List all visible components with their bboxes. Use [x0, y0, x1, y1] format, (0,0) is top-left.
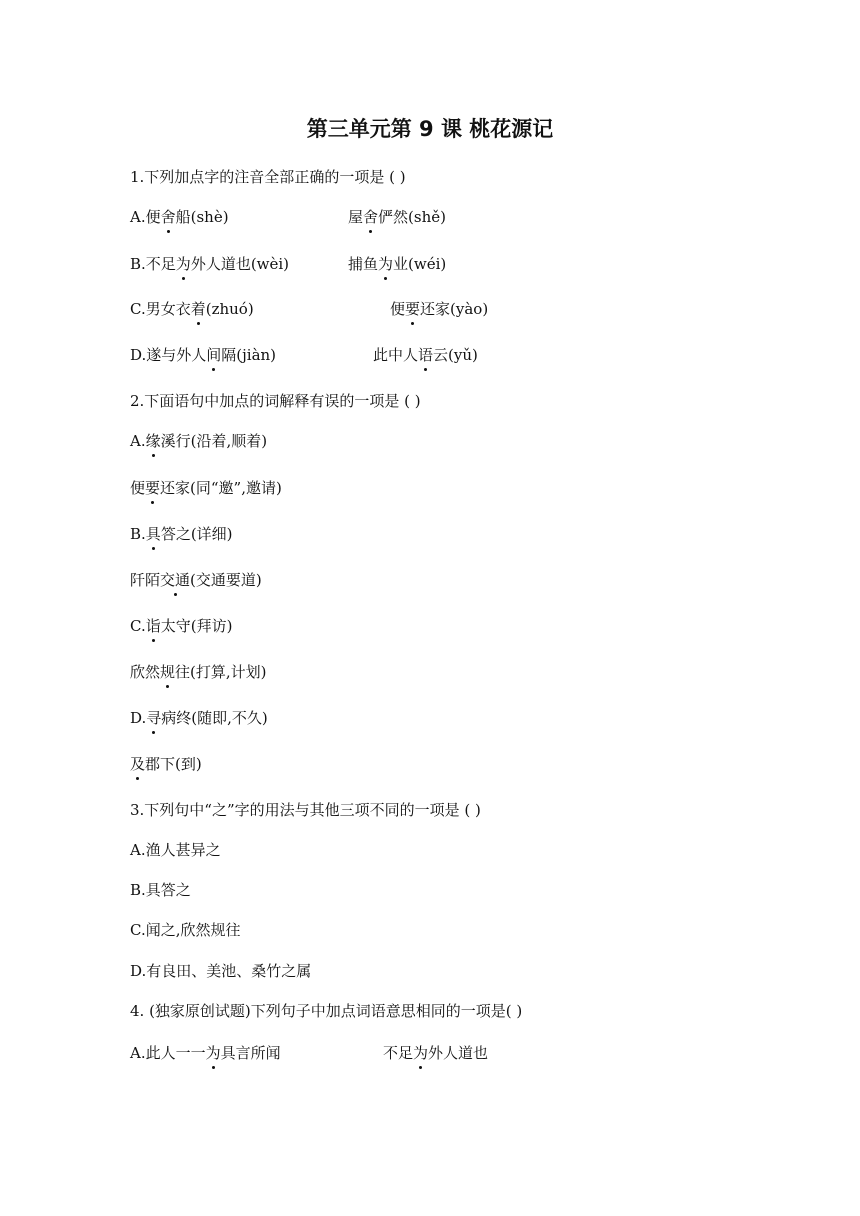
q2-line: 便要还家(同“邀”,邀请): [130, 479, 282, 497]
q2-line: 阡陌交通(交通要道): [130, 571, 262, 589]
q3-option-d: D.有良田、美池、桑竹之属: [130, 962, 312, 980]
q2-line: B.具答之(详细): [130, 525, 233, 543]
dotted-char: 间: [206, 346, 222, 364]
q1-d-left: D.遂与外人间隔(jiàn): [130, 346, 277, 364]
q2-line: C.诣太守(拜访): [130, 617, 233, 635]
dotted-char: 具: [145, 525, 161, 543]
dotted-char: 着: [190, 300, 206, 318]
question-2-stem: 2.下面语句中加点的词解释有误的一项是 ( ): [130, 392, 421, 410]
q4-a-left: A.此人一一为具言所闻: [130, 1044, 281, 1062]
q1-c-left: C.男女衣着(zhuó): [130, 300, 254, 318]
dotted-char: 为: [378, 255, 394, 273]
dotted-char: 舍: [363, 208, 379, 226]
dotted-char: 规: [160, 663, 176, 681]
dotted-char: 要: [405, 300, 421, 318]
q3-option-a: A.渔人甚异之: [130, 841, 221, 859]
q1-d-right: 此中人语云(yǔ): [373, 346, 478, 364]
q1-a-left: A.便舍船(shè): [130, 208, 229, 226]
q2-line: 及郡下(到): [130, 755, 202, 773]
dotted-char: 寻: [146, 709, 162, 727]
page-title: 第三单元第 9 课 桃花源记: [306, 117, 554, 141]
dotted-char: 为: [175, 255, 191, 273]
q2-line: A.缘溪行(沿着,顺着): [130, 432, 268, 450]
dotted-char: 缘: [145, 432, 161, 450]
dotted-char: 交通: [160, 571, 191, 589]
dotted-char: 及: [130, 755, 146, 773]
question-3-stem: 3.下列句中“之”字的用法与其他三项不同的一项是 ( ): [130, 801, 481, 819]
dotted-char: 诣: [145, 617, 161, 635]
q1-b-right: 捕鱼为业(wéi): [348, 255, 447, 273]
q1-b-left: B.不足为外人道也(wèi): [130, 255, 290, 273]
question-1-stem: 1.下列加点字的注音全部正确的一项是 ( ): [130, 168, 406, 186]
question-4-stem: 4. (独家原创试题)下列句子中加点词语意思相同的一项是( ): [130, 1002, 523, 1020]
q2-line: D.寻病终(随即,不久): [130, 709, 268, 727]
q3-option-b: B.具答之: [130, 881, 191, 899]
dotted-char: 要: [145, 479, 161, 497]
dotted-char: 舍: [160, 208, 176, 226]
q4-a-right: 不足为外人道也: [383, 1044, 489, 1062]
q2-line: 欣然规往(打算,计划): [130, 663, 267, 681]
q3-option-c: C.闻之,欣然规往: [130, 921, 241, 939]
dotted-char: 语: [418, 346, 434, 364]
dotted-char: 为: [205, 1044, 221, 1062]
dotted-char: 为: [413, 1044, 429, 1062]
q1-a-right: 屋舍俨然(shě): [348, 208, 446, 226]
q1-c-right: 便要还家(yào): [390, 300, 489, 318]
